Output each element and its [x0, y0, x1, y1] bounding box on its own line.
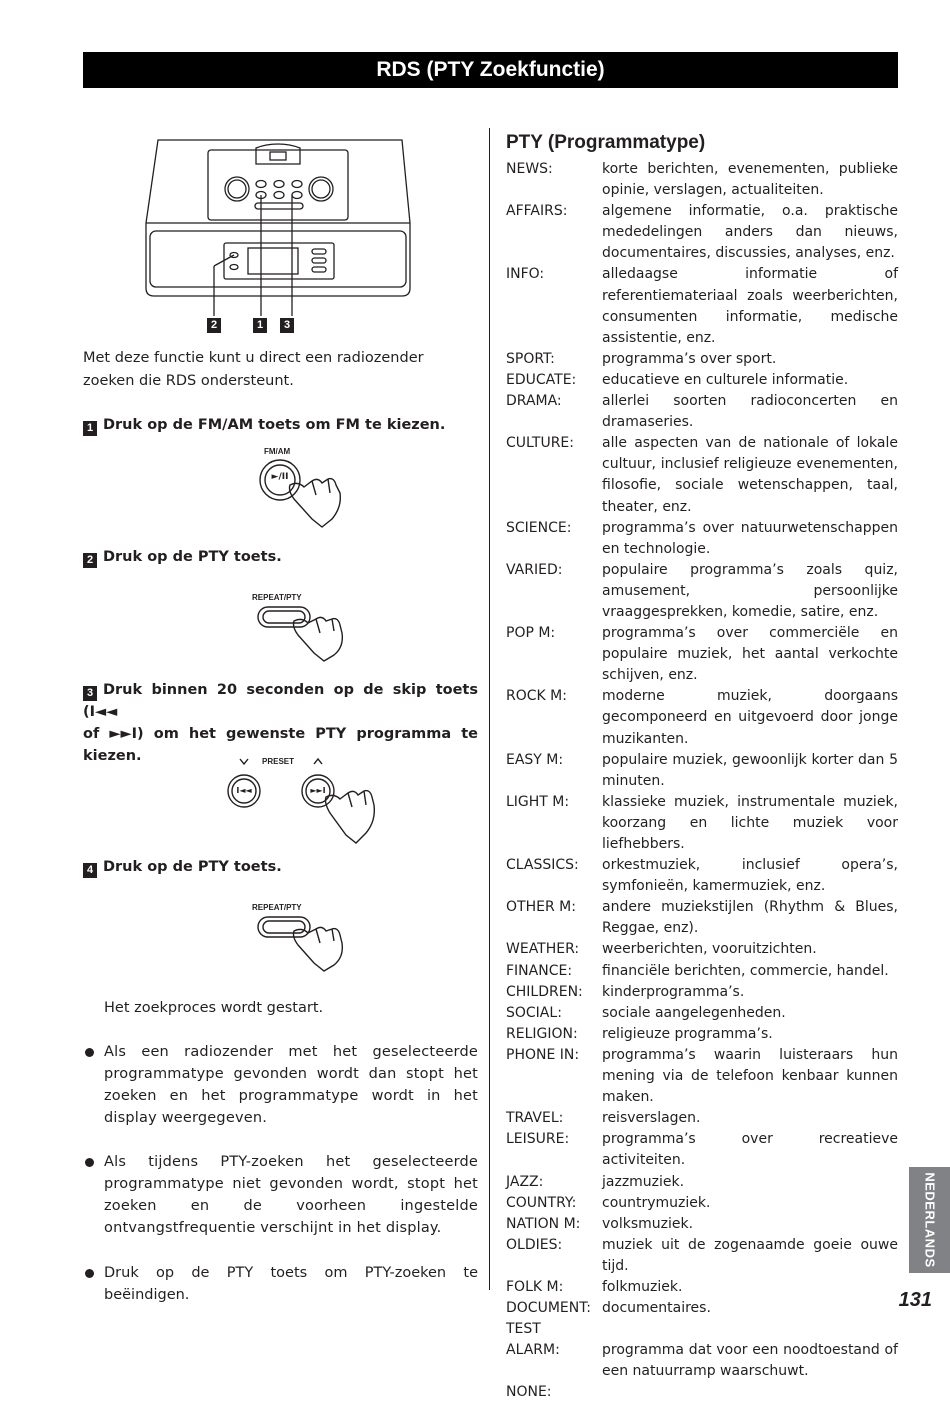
figure-label-3: 3 [280, 318, 294, 333]
pty-description [602, 1319, 898, 1340]
pty-key: SOCIAL: [506, 1004, 562, 1021]
pty-description: documentaires. [602, 1300, 711, 1317]
pty-row [506, 1108, 898, 1129]
pty-row [506, 370, 898, 391]
bullet-item [83, 1041, 478, 1129]
pty-key: SCIENCE: [506, 519, 572, 536]
preset-label: PRESET [262, 757, 295, 766]
pty-row [506, 159, 898, 201]
fm-am-button-label: FM/AM [264, 447, 291, 456]
pty-key: ROCK M: [506, 688, 567, 705]
pty-description: korte berichten, evenementen, publieke opinie, verslagen, actualiteiten. [602, 161, 898, 199]
pty-key: NATION M: [506, 1215, 581, 1232]
pty-description: reisverslagen. [602, 1110, 701, 1127]
pty-row [506, 1340, 898, 1382]
bullet-text: Druk op de PTY toets om PTY-zoeken te beëindigen. [104, 1265, 478, 1303]
step-text: Druk op de PTY toets. [103, 859, 282, 875]
pty-key: LIGHT M: [506, 793, 570, 810]
language-tab [909, 1167, 950, 1273]
pty-row [506, 961, 898, 982]
pty-row [506, 686, 898, 749]
pty-row [506, 391, 898, 433]
step-number: 4 [83, 863, 97, 878]
bullet-item [83, 1262, 478, 1306]
pty-row [506, 623, 898, 686]
bullet-dot-icon [85, 1269, 94, 1278]
pty-description: programma’s over recreatieve activiteiten. [602, 1131, 898, 1169]
pty-key: CULTURE: [506, 435, 574, 452]
pty-description: andere muziekstijlen (Rhythm & Blues, Reggae, enz). [602, 899, 898, 937]
pty-row [506, 750, 898, 792]
language-tab-label: NEDERLANDS [922, 1172, 937, 1268]
pty-row [506, 1003, 898, 1024]
pty-description: educatieve en culturele informatie. [602, 371, 849, 388]
bullet-text: Als een radiozender met het geselecteerde programmatype gevonden wordt dan stopt het zoeken en het programmatype wordt in het display weergegeven. [104, 1044, 478, 1126]
pty-key: INFO: [506, 266, 545, 283]
device-illustration [140, 128, 415, 338]
pty-description: muziek uit de zogenaamde goeie ouwe tijd. [602, 1236, 898, 1274]
step-number: 1 [83, 421, 97, 436]
column-divider [489, 128, 490, 1290]
page-number: 131 [898, 1289, 932, 1311]
step-text-line2: of ►►I) om het gewenste PTY programma te kiezen. [83, 726, 478, 764]
pty-description: klassieke muziek, instrumentale muziek, koorzang en lichte muziek voor liefhebbers. [602, 793, 898, 852]
pty-key: FINANCE: [506, 962, 573, 979]
pty-description: kinderprogramma’s. [602, 983, 745, 1000]
figure-label-1: 1 [253, 318, 267, 333]
pty-description: jazzmuziek. [602, 1173, 685, 1190]
pty-row [506, 1277, 898, 1298]
pty-description: countrymuziek. [602, 1194, 711, 1211]
pty-description: algemene informatie, o.a. praktische mededelingen anders dan nieuws, documentaires, discussies, analyses, enz. [602, 203, 898, 262]
pty-row [506, 264, 898, 348]
pty-row [506, 855, 898, 897]
pty-description: folkmuziek. [602, 1278, 683, 1295]
pty-key: NONE: [506, 1384, 552, 1401]
pty-description: religieuze programma’s. [602, 1025, 773, 1042]
bullet-dot-icon [85, 1158, 94, 1167]
step-3 [83, 679, 478, 767]
pty-row [506, 1129, 898, 1171]
repeat-pty-button-illustration-2 [250, 901, 360, 973]
pty-row [506, 1214, 898, 1235]
pty-key: TEST [506, 1321, 541, 1338]
pty-description: financiële berichten, commercie, handel. [602, 962, 889, 979]
pty-row [506, 1193, 898, 1214]
step-number: 3 [83, 686, 97, 701]
pty-description: allerlei soorten radioconcerten en dramaseries. [602, 393, 898, 431]
step-number: 2 [83, 553, 97, 568]
preset-skip-buttons-illustration [222, 755, 382, 850]
chevron-up-icon [314, 759, 322, 764]
pty-row [506, 1298, 898, 1319]
pty-description: programma’s over natuurwetenschappen en technologie. [602, 519, 898, 557]
pty-key: PHONE IN: [506, 1046, 580, 1063]
pty-row [506, 560, 898, 623]
pty-description: populaire programma’s zoals quiz, amusement, persoonlijke vraaggesprekken, komedie, satire, enz. [602, 561, 898, 620]
pty-description: programma’s over commerciële en populaire muziek, het aantal verkochte schijven, enz. [602, 625, 898, 684]
skip-buttons-hand-icon [222, 755, 382, 850]
pty-key: FOLK M: [506, 1278, 564, 1295]
pty-key: ALARM: [506, 1342, 560, 1359]
repeat-pty-button-label: REPEAT/PTY [252, 903, 302, 912]
pty-row [506, 349, 898, 370]
pty-row [506, 201, 898, 264]
pty-description: programma’s over sport. [602, 350, 777, 367]
pty-key: LEISURE: [506, 1131, 570, 1148]
pty-key: RELIGION: [506, 1025, 578, 1042]
pty-key: EASY M: [506, 751, 564, 768]
pty-heading: PTY (Programmatype) [506, 132, 706, 153]
process-text: Het zoekproces wordt gestart. [104, 1000, 324, 1016]
repeat-pty-button-label: REPEAT/PTY [252, 593, 302, 602]
pty-key: JAZZ: [506, 1173, 544, 1190]
pty-key: CHILDREN: [506, 983, 583, 1000]
play-pause-symbol: ►/II [271, 472, 289, 482]
pty-description: weerberichten, vooruitzichten. [602, 941, 817, 958]
pty-row [506, 897, 898, 939]
bullet-text: Als tijdens PTY-zoeken het geselecteerde programmatype niet gevonden wordt, stopt het zoeken en de voorheen ingestelde ontvangstfrequentie verschijnt in het display. [104, 1154, 478, 1236]
step-1 [83, 414, 478, 436]
step-text-line1: Druk binnen 20 seconden op de skip toets (I◄◄ [83, 682, 478, 720]
pty-description: sociale aangelegenheden. [602, 1004, 786, 1021]
pty-description: alledaagse informatie of referentiemateriaal zoals weerberichten, consumenten informatie, medische assistentie, enz. [602, 266, 898, 346]
step-text: Druk op de PTY toets. [103, 549, 282, 565]
hand-pressing-icon [250, 445, 360, 533]
pty-key: SPORT: [506, 350, 555, 367]
pty-row [506, 1024, 898, 1045]
step-2 [83, 546, 478, 568]
pty-key: VARIED: [506, 561, 563, 578]
pty-key: CLASSICS: [506, 857, 579, 874]
intro-text: Met deze functie kunt u direct een radiozender zoeken die RDS ondersteunt. [83, 350, 424, 389]
pty-description: orkestmuziek, inclusief opera’s, symfonieën, kamermuziek, enz. [602, 857, 898, 895]
pty-key: POP M: [506, 625, 556, 642]
pty-key: NEWS: [506, 161, 553, 177]
device-drawing [140, 128, 415, 338]
pty-key: OLDIES: [506, 1236, 563, 1253]
pty-row [506, 1045, 898, 1108]
pty-description [602, 1382, 898, 1403]
pty-description: alle aspecten van de nationale of lokale cultuur, inclusief religieuze evenementen, filosofie, sociale wetenschappen, taal, theater, enz. [602, 435, 898, 515]
pty-key: EDUCATE: [506, 371, 577, 388]
pty-key: TRAVEL: [506, 1110, 564, 1127]
pty-row [506, 1319, 898, 1340]
bullet-item [83, 1151, 478, 1239]
pty-key: WEATHER: [506, 941, 580, 958]
pty-description: moderne muziek, doorgaans gecomponeerd en uitgevoerd door jonge muzikanten. [602, 688, 898, 747]
pty-key: DOCUMENT: [506, 1300, 591, 1317]
pty-key: COUNTRY: [506, 1194, 577, 1211]
pty-row [506, 1382, 898, 1403]
pty-key: DRAMA: [506, 393, 562, 410]
pty-row [506, 939, 898, 960]
bullet-dot-icon [85, 1048, 94, 1057]
pty-row [506, 433, 898, 517]
pty-row [506, 1235, 898, 1277]
pty-row [506, 792, 898, 855]
repeat-pty-button-illustration [250, 591, 360, 663]
skip-next-symbol: ►►I [310, 786, 326, 795]
pty-description: programma dat voor een noodtoestand of een natuurramp waarschuwt. [602, 1342, 898, 1380]
page-title: RDS (PTY Zoekfunctie) [83, 52, 898, 88]
skip-prev-symbol: I◄◄ [236, 786, 252, 795]
step-4 [83, 856, 478, 878]
pty-description: volksmuziek. [602, 1215, 694, 1232]
figure-label-2: 2 [207, 318, 221, 333]
pty-list [506, 159, 898, 1404]
pty-row [506, 518, 898, 560]
pty-key: AFFAIRS: [506, 203, 568, 220]
fm-am-button-illustration [250, 445, 360, 533]
pty-row [506, 982, 898, 1003]
step-text: Druk op de FM/AM toets om FM te kiezen. [103, 417, 446, 433]
pty-description: populaire muziek, gewoonlijk korter dan 5 minuten. [602, 751, 898, 789]
pty-description: programma’s waarin luisteraars hun mening via de telefoon kenbaar kunnen maken. [602, 1046, 898, 1106]
chevron-down-icon [240, 759, 248, 764]
pty-row [506, 1172, 898, 1193]
pty-key: OTHER M: [506, 899, 576, 916]
